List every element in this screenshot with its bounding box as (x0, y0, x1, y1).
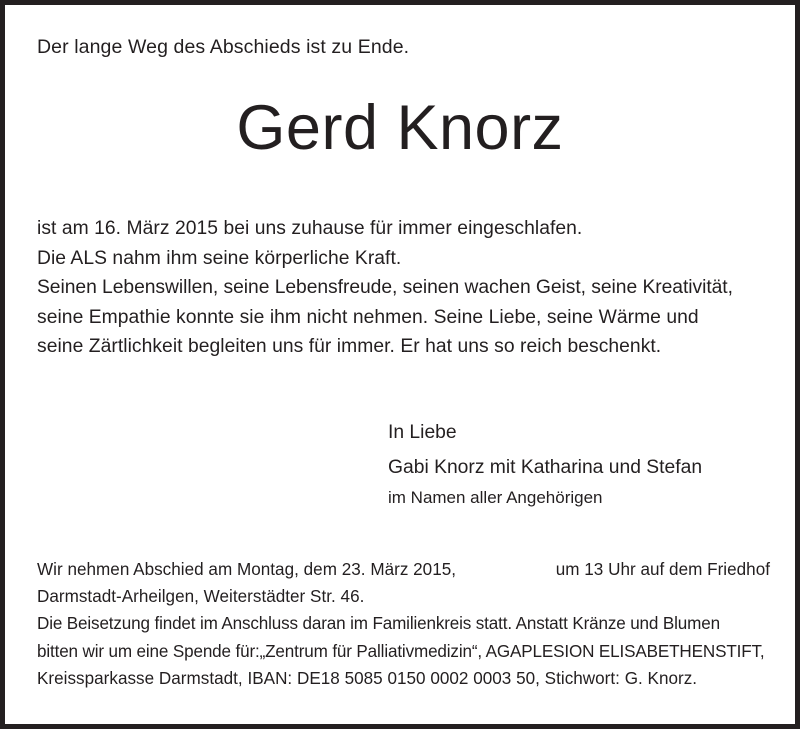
body-line-1: ist am 16. März 2015 bei uns zuhause für immer eingeschlafen. (37, 218, 583, 239)
signature-block (388, 418, 702, 512)
funeral-line-5-bank: Kreissparkasse Darmstadt, IBAN: DE18 5085 0150 0002 0003 50, Stichwort: G. Knorz. (37, 668, 698, 688)
signature-family-names: Gabi Knorz mit Katharina und Stefan (388, 456, 703, 478)
funeral-line-3-burial: Die Beisetzung findet im Anschluss daran im Familienkreis statt. Anstatt Kränze und Blumen (37, 614, 720, 634)
funeral-line-4-donation: bitten wir um eine Spende für:„Zentrum für Palliativmedizin“, AGAPLESION ELISABETHENSTIFT, (37, 641, 765, 661)
signature-on-behalf: im Namen aller Angehörigen (388, 488, 603, 507)
body-line-5: seine Zärtlichkeit begleiten uns für immer. Er hat uns so reich beschenkt. (37, 336, 662, 358)
funeral-details (37, 556, 770, 692)
opening-line: Der lange Weg des Abschieds ist zu Ende. (37, 36, 410, 58)
body-line-4: seine Empathie konnte sie ihm nicht nehmen. Seine Liebe, seine Wärme und (37, 306, 699, 328)
deceased-name: Gerd Knorz (236, 93, 564, 163)
body-text (37, 214, 765, 362)
body-line-3: Seinen Lebenswillen, seine Lebensfreude, seinen wachen Geist, seine Kreativität, (37, 277, 733, 299)
obituary-inner (5, 5, 795, 724)
funeral-line-1 (37, 556, 770, 583)
funeral-line-1-part-b: um 13 Uhr auf dem Friedhof (555, 560, 770, 579)
body-line-2: Die ALS nahm ihm seine körperliche Kraft. (37, 247, 402, 269)
funeral-line-1-part-a: Wir nehmen Abschied am Montag, dem 23. März 2015, (37, 560, 457, 579)
funeral-line-2-address: Darmstadt-Arheilgen, Weiterstädter Str. 46. (37, 587, 365, 607)
signature-in-love: In Liebe (388, 422, 457, 443)
